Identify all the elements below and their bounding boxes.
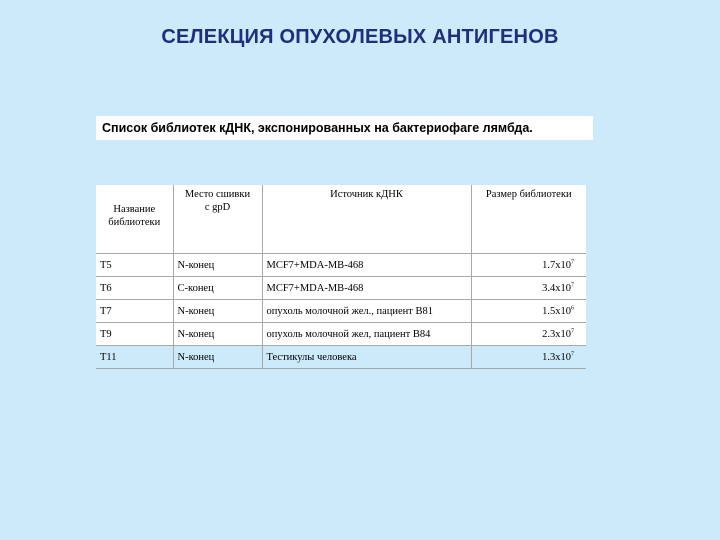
table-row xyxy=(96,277,586,300)
cell-fusion-site: N-конец xyxy=(173,346,262,369)
table-row xyxy=(96,323,586,346)
table-row xyxy=(96,254,586,277)
cell-library-size xyxy=(471,277,586,300)
cell-library-size xyxy=(471,323,586,346)
cell-library-name: T9 xyxy=(96,323,173,346)
table-row xyxy=(96,346,586,369)
header-library-name xyxy=(96,185,173,254)
cell-library-name: T6 xyxy=(96,277,173,300)
size-exponent: 7 xyxy=(571,328,574,334)
cell-library-size xyxy=(471,300,586,323)
size-exponent: 6 xyxy=(571,305,574,311)
header-fusion-site-line2: с gpD xyxy=(204,202,231,213)
cell-cdna-source: опухоль молочной жел., пациент B81 xyxy=(262,300,471,323)
library-table-container xyxy=(96,185,586,363)
table-header-row xyxy=(96,185,586,254)
size-base: 3.4x10 xyxy=(542,282,571,294)
cell-fusion-site: N-конец xyxy=(173,323,262,346)
header-library-size: Размер библиотеки xyxy=(471,185,586,254)
header-library-name-line2: библиотеки xyxy=(108,217,161,228)
header-library-name-line1: Название xyxy=(113,204,156,215)
header-fusion-site-line1: Место сшивки xyxy=(184,189,251,200)
cell-cdna-source: MCF7+MDA-MB-468 xyxy=(262,277,471,300)
size-exponent: 7 xyxy=(571,282,574,288)
size-base: 1.7x10 xyxy=(542,259,571,271)
cell-library-size xyxy=(471,346,586,369)
size-exponent: 7 xyxy=(571,259,574,265)
cell-library-size xyxy=(471,254,586,277)
table-row xyxy=(96,300,586,323)
library-table xyxy=(96,185,586,369)
cell-library-name: T11 xyxy=(96,346,173,369)
cell-fusion-site: N-конец xyxy=(173,300,262,323)
cell-library-name: T5 xyxy=(96,254,173,277)
slide-title: СЕЛЕКЦИЯ ОПУХОЛЕВЫХ АНТИГЕНОВ xyxy=(161,26,559,48)
cell-fusion-site: N-конец xyxy=(173,254,262,277)
cell-cdna-source: опухоль молочной жел, пациент B84 xyxy=(262,323,471,346)
size-exponent: 7 xyxy=(571,351,574,357)
cell-fusion-site: C-конец xyxy=(173,277,262,300)
table-caption: Список библиотек кДНК, экспонированных на бактериофаге лямбда. xyxy=(96,116,593,140)
size-base: 1.5x10 xyxy=(542,305,571,317)
cell-library-name: T7 xyxy=(96,300,173,323)
header-fusion-site xyxy=(173,185,262,254)
cell-cdna-source: Тестикулы человека xyxy=(262,346,471,369)
header-cdna-source: Источник кДНК xyxy=(262,185,471,254)
size-base: 1.3x10 xyxy=(542,351,571,363)
cell-cdna-source: MCF7+MDA-MB-468 xyxy=(262,254,471,277)
size-base: 2.3x10 xyxy=(542,328,571,340)
